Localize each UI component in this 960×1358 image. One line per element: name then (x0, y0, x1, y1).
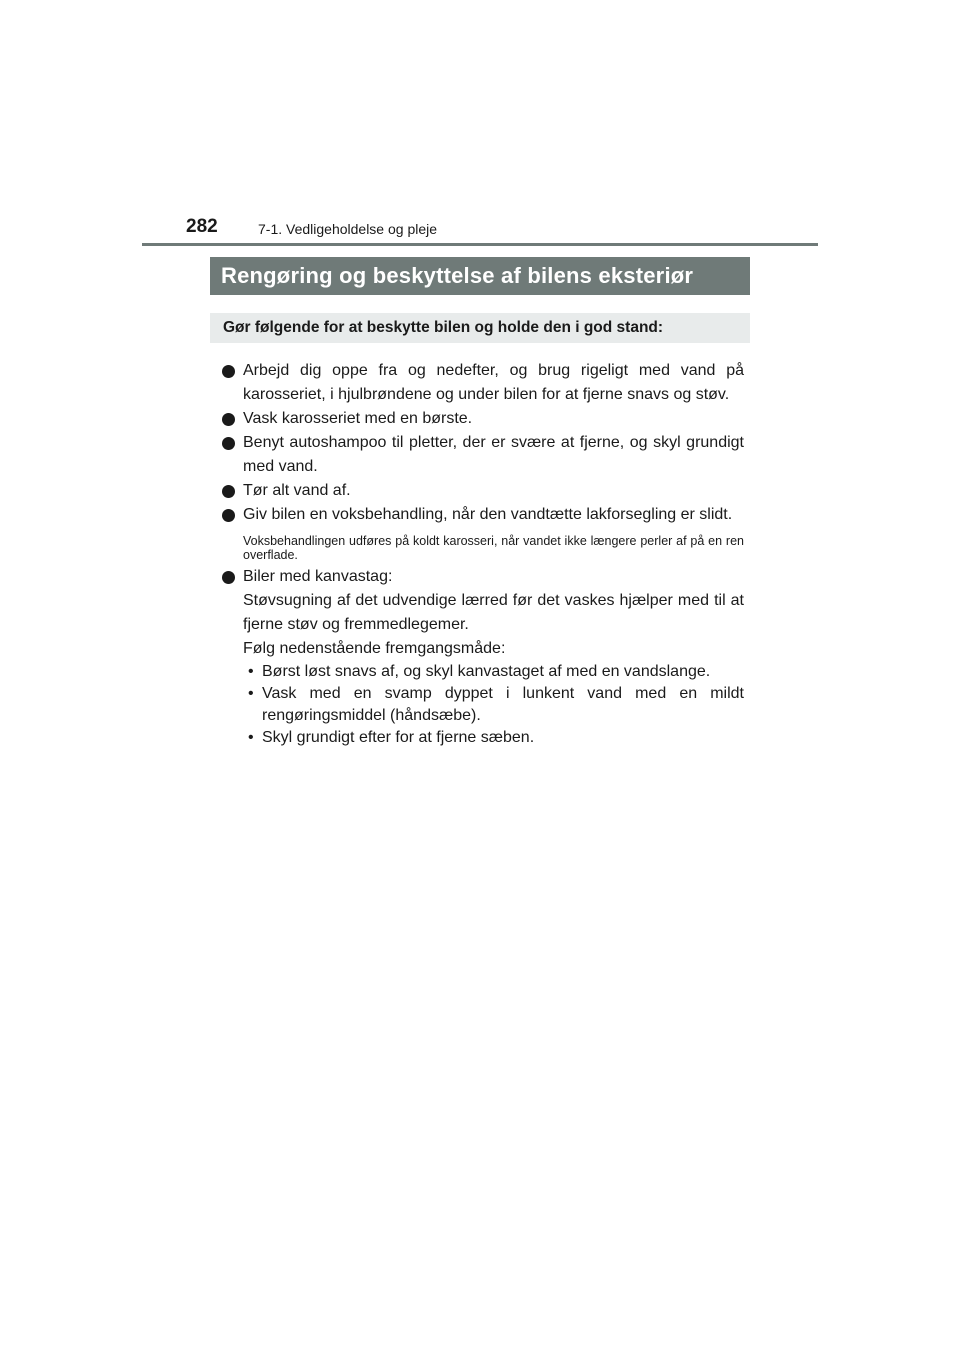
procedure-step (222, 683, 744, 727)
canvas-roof-heading: Biler med kanvastag: (243, 568, 393, 585)
procedure-step-text: Børst løst snavs af, og skyl kanvastaget af med en vandslange. (262, 663, 711, 680)
small-bullet-icon: • (248, 685, 254, 702)
intro-text: Gør følgende for at beskytte bilen og holde den i god stand: (223, 319, 664, 336)
small-bullet-icon: • (248, 663, 254, 680)
list-item-text: Tør alt vand af. (243, 482, 351, 499)
small-bullet-icon: • (248, 729, 254, 746)
procedure-step-text: Skyl grundigt efter for at fjerne sæben. (262, 729, 535, 746)
procedure-label: Følg nedenstående fremgangsmåde: (243, 640, 506, 657)
content-body (222, 359, 744, 749)
list-item (222, 359, 744, 407)
list-item-text: Vask karosseriet med en børste. (243, 410, 473, 427)
canvas-roof-text: Støvsugning af det udvendige lærred før det vaskes hjælper med til at fjerne støv og fremmedlegemer. (243, 592, 744, 633)
list-item (222, 407, 744, 431)
list-item (222, 431, 744, 479)
list-item-text: Arbejd dig oppe fra og nedefter, og brug rigeligt med vand på karosseriet, i hjulbrøndene og under bilen for at fjerne snavs og støv. (243, 362, 744, 403)
header-divider (142, 243, 818, 246)
list-item (222, 503, 744, 527)
section-label: 7-1. Vedligeholdelse og pleje (258, 221, 438, 237)
bullet-icon (222, 413, 235, 426)
procedure-step-text: Vask med en svamp dyppet i lunkent vand med en mildt rengøringsmiddel (håndsæbe). (262, 685, 744, 724)
page-number: 282 (186, 216, 218, 237)
wax-note: Voksbehandlingen udføres på koldt karosseri, når vandet ikke længere perler af på en ren overflade. (243, 534, 744, 562)
page-title: Rengøring og beskyttelse af bilens eksteriør (221, 263, 694, 288)
bullet-icon (222, 509, 235, 522)
bullet-icon (222, 571, 235, 584)
list-item-text: Giv bilen en voksbehandling, når den vandtætte lakforsegling er slidt. (243, 506, 733, 523)
list-item (222, 479, 744, 503)
procedure-step (222, 661, 744, 683)
bullet-icon (222, 365, 235, 378)
procedure-step (222, 727, 744, 749)
list-item-text: Benyt autoshampoo til pletter, der er svære at fjerne, og skyl grundigt med vand. (243, 434, 744, 475)
bullet-icon (222, 485, 235, 498)
intro-box (210, 313, 750, 343)
section-title-bar (210, 257, 750, 295)
bullet-icon (222, 437, 235, 450)
list-item (222, 565, 744, 661)
